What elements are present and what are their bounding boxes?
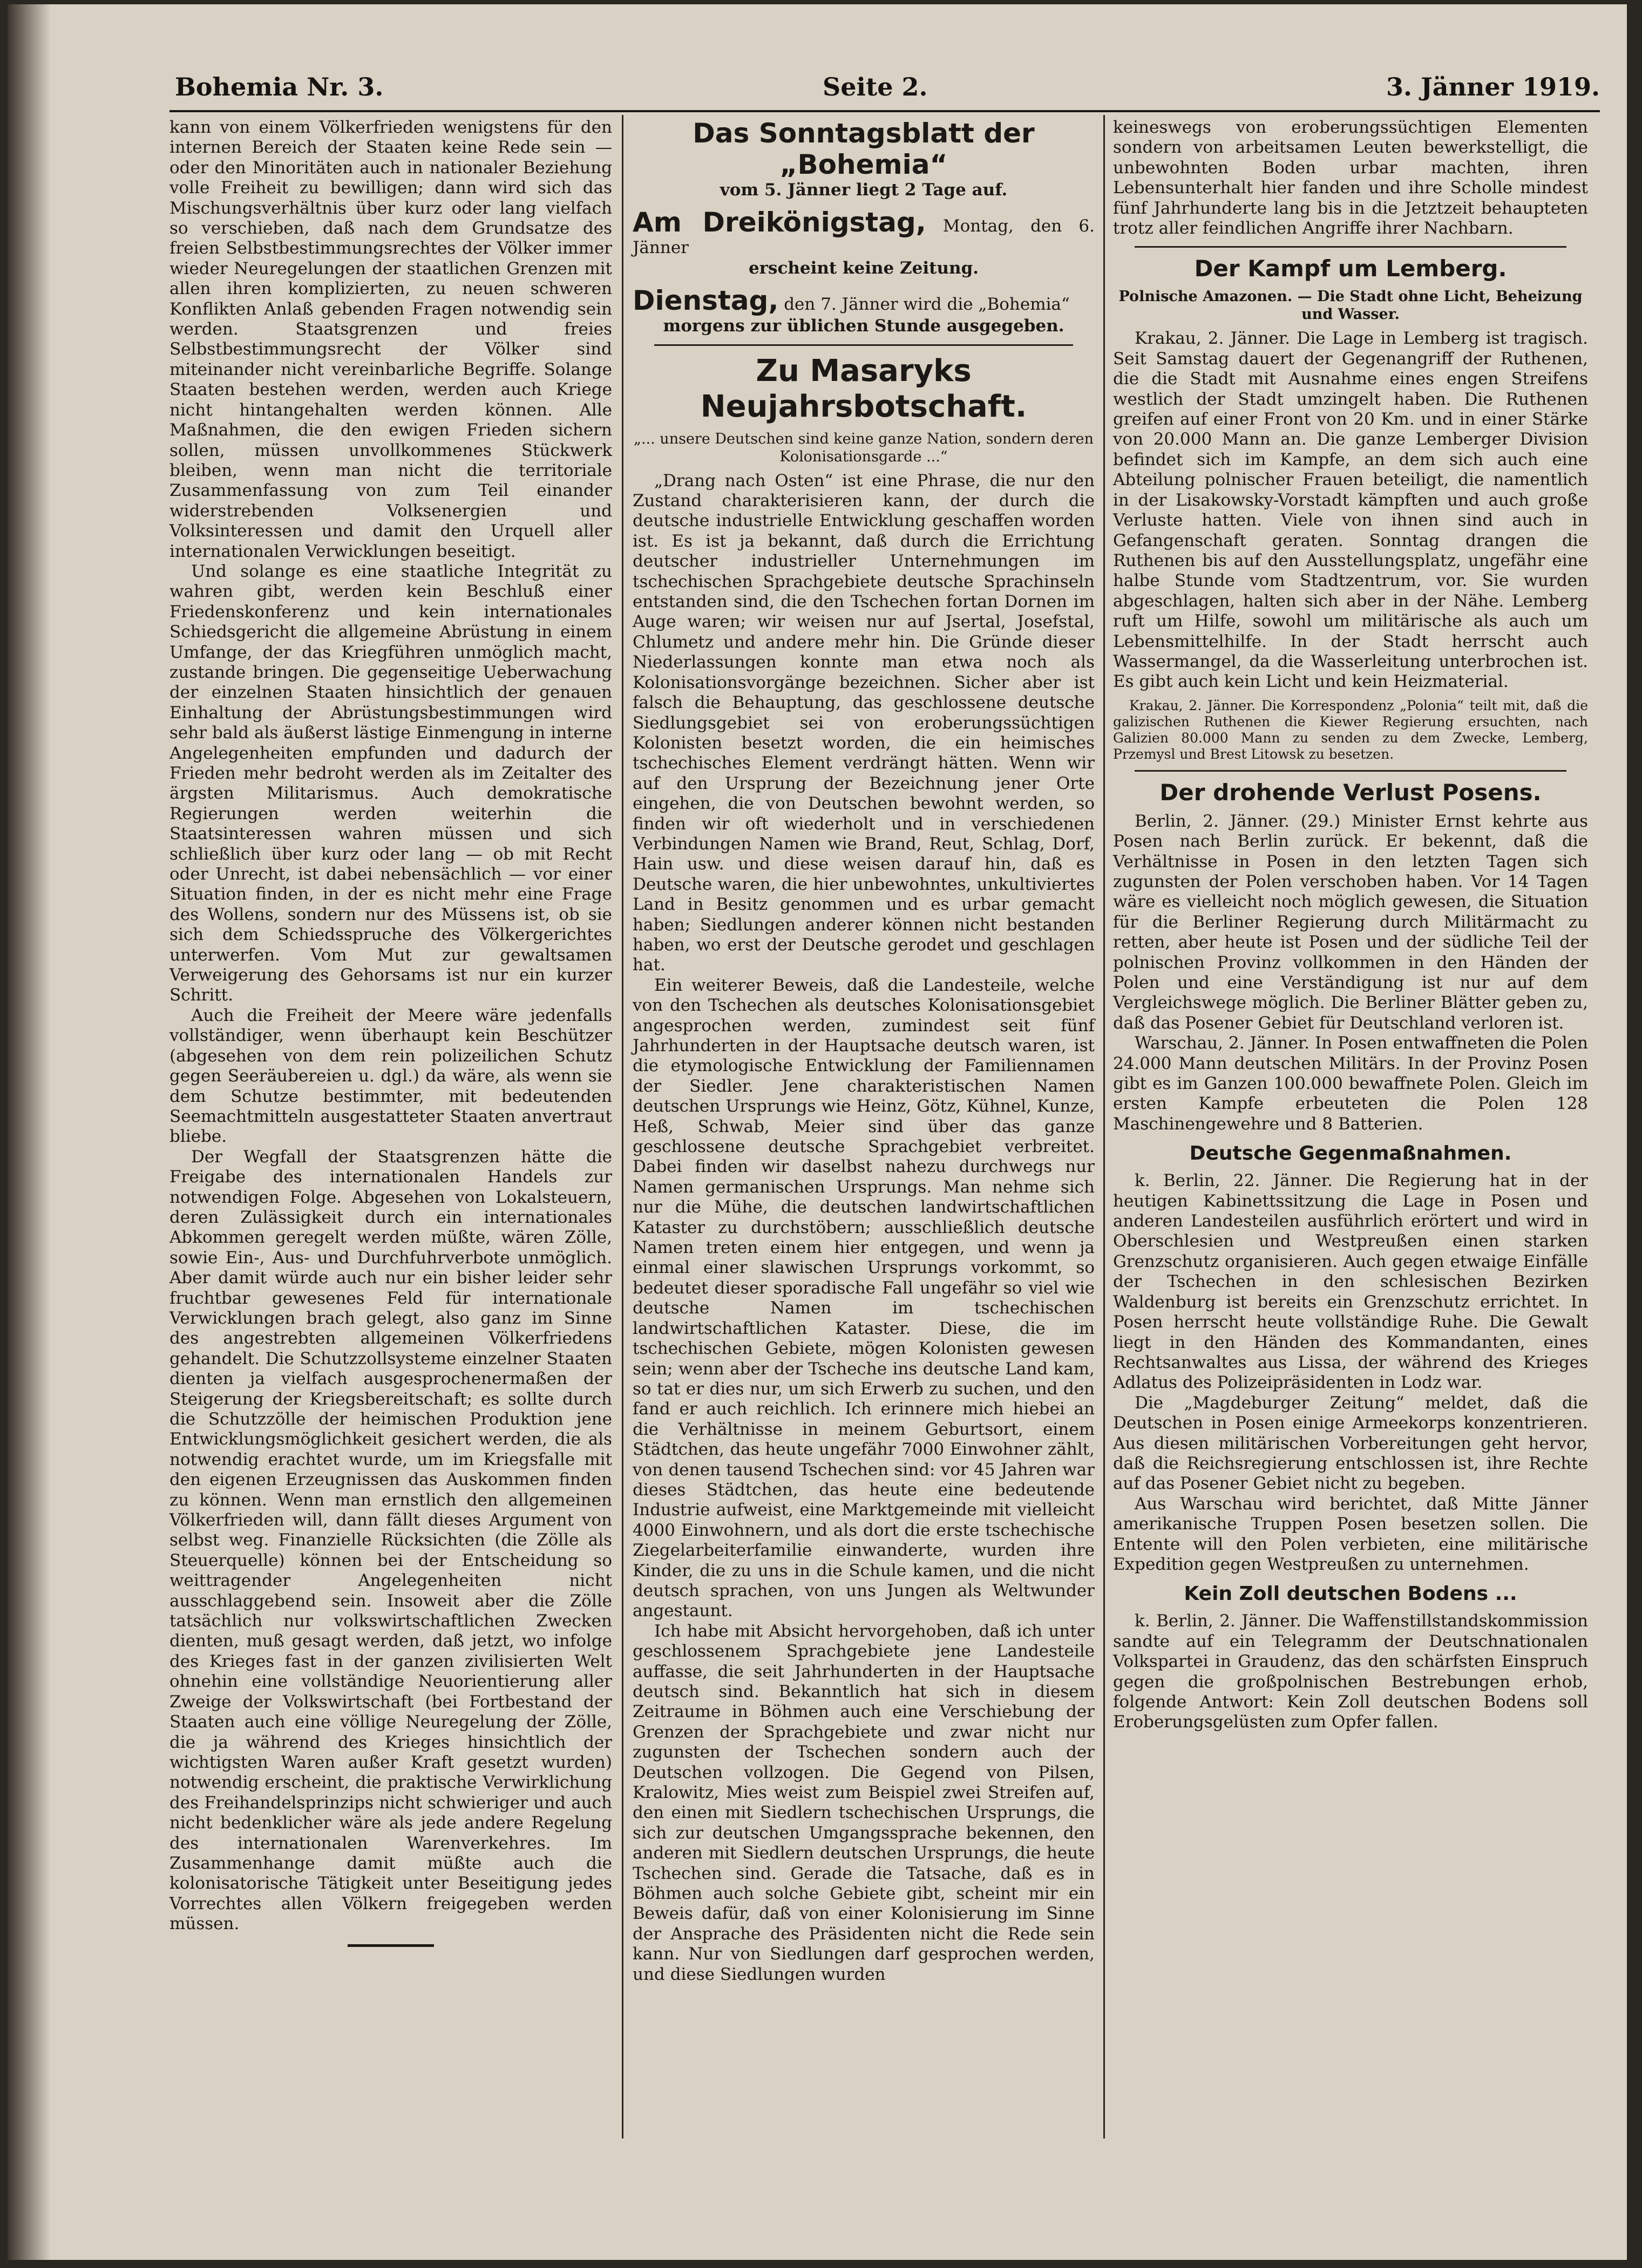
section-subhead-lemberg: Polnische Amazonen. — Die Stadt ohne Licht, Beheizung und Wasser.: [1118, 288, 1583, 323]
section-rule: [1135, 246, 1566, 248]
article-headline: Zu Masaryks Neujahrsbotschaft.: [700, 353, 1027, 424]
newspaper-page: [8, 4, 1627, 2260]
notice-sunday-line: vom 5. Jänner liegt 2 Tage auf.: [720, 180, 1008, 200]
notice-tuesday-text: den 7. Jänner wird die „Bohemia“: [784, 295, 1070, 315]
col2-paragraph: Ich habe mit Absicht hervorgehoben, daß ich unter geschlossenem Sprachgebiete jene Landesteile auffasse, die seit Jahrhunderten in der Hauptsache deutsch sind. Bekanntlich hat sich in diesem Zeitraume in Böhmen auch eine Verschiebung der Grenzen der Sprachgebiete und zwar nicht nur zugunsten der Tschechen sondern auch der Deutschen vollzogen. Die Gegend von Pilsen, Kralowitz, Mies weist zum Beispiel zwei Streifen auf, den einen mit Siedlern tschechischen Ursprungs, die sich zur deutschen Umgangssprache bekennen, den anderen mit Siedlern deutschen Ursprungs, die heute Tschechen sind. Gerade die Tatsache, daß es in Böhmen auch solche Gebiete gibt, scheint mir ein Beweis dafür, daß von einer Kolonisierung im Sinne der Ansprache des Präsidenten nicht die Rede sein kann. Nur von Siedlungen darf gesprochen werden, und diese Siedlungen wurden: [633, 1621, 1095, 1984]
section-headline-countermeasures: Deutsche Gegenmaßnahmen.: [1189, 1142, 1512, 1165]
col3-paragraph: Aus Warschau wird berichtet, daß Mitte Jänner amerikanische Truppen Posen besetzen sollen. Die Entente will den Polen verbieten, eine militärische Expedition gegen Westpreußen zu unternehmen.: [1113, 1494, 1588, 1574]
article-end-mark: [348, 1944, 434, 1947]
column-1: [169, 118, 612, 1947]
section-headline-posen: Der drohende Verlust Posens.: [1159, 779, 1542, 806]
col2-paragraph: Ein weiterer Beweis, daß die Landesteile, welche von den Tschechen als deutsches Kolonisationsgebiet angesprochen werden, zumindest seit fünf Jahrhunderten in der Hauptsache deutsch waren, ist die etymologische Entwicklung der Familiennamen der Siedler. Jene charakteristischen Namen deutschen Ursprungs wie Heinz, Götz, Kühnel, Kunze, Heß, Schwab, Meier sind über das ganze geschlossene deutsche Sprachgebiet verbreitet. Dabei finden wir daselbst nahezu durchwegs nur Namen germanischen Ursprungs. Man nehme sich nur die Mühe, die deutschen landwirtschaftlichen Kataster zu durchstöbern; ausschließlich deutsche Namen treten einem hier entgegen, und wenn ja einmal einer slawischen Ursprungs vorkommt, so bedeutet dieser sporadische Fall ungefähr so viel wie deutsche Namen im tschechischen landwirtschaftlichen Kataster. Diese, die im tschechischen Gebiete, mögen Kolonisten gewesen sein; wenn aber der Tscheche ins deutsche Land kam, so tat er dies nur, um sich Erwerb zu suchen, und den fand er auch reichlich. Ich erinnere mich hiebei an die Verhältnisse in meinem Geburtsort, einem Städtchen, das heute ungefähr 7000 Einwohner zählt, von denen tausend Tschechen sind: vor 45 Jahren war dieses Städtchen, das heute eine bedeutende Industrie aufweist, eine Marktgemeinde mit vielleicht 4000 Einwohnern, und als dort die erste tschechische Ziegelarbeiterfamilie einwanderte, wurden ihre Kinder, die zu uns in die Schule kamen, und die nicht deutsch sprachen, von uns Jungen als Weltwunder angestaunt.: [633, 975, 1095, 1621]
column-3: [1113, 118, 1588, 1733]
scan-edge-shadow: [8, 4, 51, 2260]
col3-small-report: Krakau, 2. Jänner. Die Korrespondenz „Polonia“ teilt mit, daß die galizischen Ruthenen die Kiewer Regierung ersuchten, nach Galizien 80.000 Mann zu senden zu dem Zwecke, Lemberg, Przemysl und Brest Litowsk zu besetzen.: [1113, 697, 1588, 762]
section-headline-lemberg: Der Kampf um Lemberg.: [1194, 255, 1507, 282]
notice-tuesday-title: Dienstag,: [633, 285, 779, 317]
col1-paragraph: Und solange es eine staatliche Integrität zu wahren gibt, werden kein Beschluß einer Friedenskonferenz und kein internationales Schiedsgericht die allgemeine Abrüstung in einem Umfange, der das Kriegführen unmöglich macht, zustande bringen. Die gegenseitige Ueberwachung der einzelnen Staaten hinsichtlich der genauen Einhaltung der Abrüstungsbestimmungen wird sehr bald als äußerst lästige Einmengung in interne Angelegenheiten empfunden und dadurch der Frieden mehr bedroht werden als im Zeitalter des ärgsten Militarismus. Auch demokratische Regierungen werden weiterhin die Staatsinteressen wahren müssen und sich schließlich über kurz oder lang — ob mit Recht oder Unrecht, ist dabei nebensächlich — vor einer Situation finden, in der es nicht mehr eine Frage des Wollens, sondern nur des Müssens ist, ob sie sich dem Schiedsspruche des Völkergerichtes unterwerfen. Vom Mut zur gewaltsamen Verweigerung des Gehorsams ist nur ein kurzer Schritt.: [169, 561, 612, 1005]
masthead-page-number: Seite 2.: [823, 72, 928, 101]
masthead-date: 3. Jänner 1919.: [1386, 72, 1600, 101]
masthead-rule: [169, 110, 1600, 112]
section-headline-no-toll: Kein Zoll deutschen Bodens ...: [1184, 1583, 1517, 1605]
notice-no-paper: erscheint keine Zeitung.: [748, 258, 979, 278]
column-rule-1: [622, 115, 623, 2138]
col1-paragraph: Der Wegfall der Staatsgrenzen hätte die Freigabe des internationalen Handels zur notwendigen Folge. Abgesehen von Lokalsteuern, deren Zulässigkeit durch ein internationales Abkommen geregelt werden müßte, wären Zölle, sowie Ein-, Aus- und Durchfuhrverbote unmöglich. Aber damit würde auch nur ein bisher leider sehr fruchtbar gewesenes Feld für internationale Verwicklungen brach gelegt, also ganz im Sinne des angestrebten allgemeinen Völkerfriedens gehandelt. Die Schutzzollsysteme einzelner Staaten dienten ja vielfach ausgesprochenermaßen der Steigerung der Kriegsbereitschaft; es sollte durch die Schutzzölle der heimischen Produktion jene Entwicklungsmöglichkeit gesichert werden, die als notwendig erachtet wurde, um im Kriegsfalle mit den eigenen Erzeugnissen das Auskommen finden zu können. Wenn man ernstlich den allgemeinen Völkerfrieden will, dann fällt dieses Argument von selbst weg. Finanzielle Rücksichten (die Zölle als Steuerquelle) können bei der Entscheidung so weittragender Angelegenheiten nicht ausschlaggebend sein. Insoweit aber die Zölle tatsächlich nur volkswirtschaftlichen Zwecken dienten, muß gesagt werden, daß jetzt, wo infolge des Krieges fast in der ganzen zivilisierten Welt ohnehin eine vollständige Neuorientierung aller Zweige der Volkswirtschaft (bei Fortbestand der Staaten auch eine völlige Neuregelung der Zölle, die ja während des Krieges hinsichtlich der wichtigsten Waren außer Kraft gesetzt wurden) notwendig erscheint, die praktische Verwirklichung des Freihandelsprinzips nicht schwieriger und auch nicht bedenklicher wäre als jede andere Regelung des internationalen Warenverkehres. Im Zusammenhange damit müßte auch die kolonisatorische Tätigkeit unter Beseitigung jedes Vorrechtes allen Völkern freigegeben werden müssen.: [169, 1147, 612, 1934]
col3-paragraph: Krakau, 2. Jänner. Die Lage in Lemberg ist tragisch. Seit Samstag dauert der Gegenangriff der Ruthenen, die die Stadt mit Ausnahme eines engen Streifens westlich der Stadt umzingelt haben. Die Ruthenen greifen auf einer Front von 20 Km. und in einer Stärke von 20.000 Mann an. Die ganze Lemberger Division befindet sich im Kampfe, an dem sich auch eine Abteilung polnischer Frauen beteiligt, die namentlich in der Lisakowsky-Vorstadt kämpften und auch große Verluste hatten. Viele von ihnen sind auch in Gefangenschaft geraten. Sonntag drangen die Ruthenen bis auf den Ausstellungsplatz, ungefähr eine halbe Stunde vom Stadtzentrum, vor. Sie wurden abgeschlagen, halten sich aber in der Nähe. Lemberg ruft um Hilfe, sowohl um militärische als auch um Lebensmittelhilfe. In der Stadt herrscht auch Wassermangel, da die Wasserleitung unterbrochen ist. Es gibt auch kein Licht und kein Heizmaterial.: [1113, 329, 1588, 692]
column-2: [633, 118, 1095, 1985]
notice-holiday-title: Am Dreikönigstag,: [633, 207, 926, 239]
masthead: [175, 68, 1600, 106]
article-motto: „... unsere Deutschen sind keine ganze Nation, sondern deren Kolonisationsgarde ...“: [633, 430, 1094, 465]
publication-notice: [633, 118, 1095, 337]
col3-paragraph: Die „Magdeburger Zeitung“ meldet, daß die Deutschen in Posen einige Armeekorps konzentrieren. Aus diesen militärischen Vorbereitungen geht hervor, daß die Reichsregierung entschlossen ist, ihre Rechte auf das Posener Gebiet nicht zu begeben.: [1113, 1393, 1588, 1494]
col3-paragraph: k. Berlin, 2. Jänner. Die Waffenstillstandskommission sandte auf ein Telegramm der Deutschnationalen Volkspartei in Graudenz, das den schärfsten Einspruch gegen die großpolnischen Bestrebungen erhob, folgende Antwort: Kein Zoll deutschen Bodens soll Eroberungsgelüsten zum Opfer fallen.: [1113, 1611, 1588, 1732]
notice-tuesday-line: morgens zur üblichen Stunde ausgegeben.: [663, 316, 1064, 336]
col3-continuation: keineswegs von eroberungssüchtigen Elementen sondern von arbeitsamen Leuten bewerkstelligt, die unbewohnten Boden urbar machten, ihren Lebensunterhalt hier fanden und ihre Scholle mindest fünf Jahrhunderte lang bis in die Jetztzeit behaupteten trotz aller feindlichen Angriffe ihrer Nachbarn.: [1113, 118, 1588, 239]
col3-paragraph: k. Berlin, 22. Jänner. Die Regierung hat in der heutigen Kabinettssitzung die Lage in Posen und anderen Landesteilen ausführlich erörtert und wird in Oberschlesien und Westpreußen einen starken Grenzschutz organisieren. Auch gegen etwaige Einfälle der Tschechen in den schlesischen Bezirken Waldenburg ist bereits ein Grenzschutz errichtet. In Posen herrscht heute vollständige Ruhe. Die Gewalt liegt in den Händen des Kommandanten, eines Rechtsanwaltes aus Lissa, der während des Krieges Adlatus des Polizeipräsidenten in Lodz war.: [1113, 1171, 1588, 1393]
notice-sunday-title: Das Sonntagsblatt der „Bohemia“: [693, 118, 1035, 180]
col3-paragraph: Berlin, 2. Jänner. (29.) Minister Ernst kehrte aus Posen nach Berlin zurück. Er bekennt, daß die Verhältnisse in Posen in den letzten Tagen sich zugunsten der Polen verschoben haben. Vor 14 Tagen wäre es vielleicht noch möglich gewesen, die Situation für die Berliner Regierung durch Militärmacht zu retten, aber heute ist Posen und der südliche Teil der polnischen Provinz vollkommen in den Händen der Polen und eine Verständigung ist nur auf dem Vergleichswege möglich. Die Berliner Blätter geben zu, daß das Posener Gebiet für Deutschland verloren ist.: [1113, 811, 1588, 1033]
notice-holiday-date: Montag, den 6. Jänner: [633, 216, 1095, 258]
col2-paragraph: „Drang nach Osten“ ist eine Phrase, die nur den Zustand charakterisieren kann, der durch die deutsche industrielle Entwicklung geschaffen worden ist. Es ist ja bekannt, daß durch die Errichtung deutscher industrieller Unternehmungen im tschechischen Sprachgebiete deutsche Sprachinseln entstanden sind, die den Tschechen fortan Dornen im Auge waren; wir weisen nur auf Jsertal, Josefstal, Chlumetz und andere mehr hin. Die Gründe dieser Niederlassungen konnte man etwa noch als Kolonisationsvorgänge bezeichnen. Sicher aber ist falsch die Behauptung, das geschlossene deutsche Siedlungsgebiet sei von eroberungssüchtigen Kolonisten besetzt worden, die ein heimisches tschechisches Element verdrängt hätten. Wenn wir auf den Ursprung der Bezeichnung jener Orte eingehen, die von Deutschen bewohnt werden, so finden wir oft wiederholt und in verschiedenen Verbindungen Namen wie Brand, Reut, Schlag, Dorf, Hain usw. und diese weisen darauf hin, daß es Deutsche waren, die hier unbewohntes, unkultiviertes Land in Besitz genommen und es urbar gemacht haben; Siedlungen anderer können nicht bestanden haben, wo erst der Deutsche gerodet und geschlagen hat.: [633, 471, 1095, 975]
masthead-issue: Bohemia Nr. 3.: [175, 72, 384, 101]
col3-paragraph: Warschau, 2. Jänner. In Posen entwaffneten die Polen 24.000 Mann deutschen Militärs. In der Provinz Posen gibt es im Ganzen 100.000 bewaffnete Polen. Gleich im ersten Kampfe erbeuteten die Polen 128 Maschinengewehre und 8 Batterien.: [1113, 1033, 1588, 1134]
notice-rule: [654, 344, 1073, 346]
col1-paragraph: Auch die Freiheit der Meere wäre jedenfalls vollständiger, wenn überhaupt kein Beschützer (abgesehen von dem rein polizeilichen Schutz gegen Seeräubereien u. dgl.) da wäre, als wenn sie dem Schutze bestimmter, mit bedeutenden Seemachtmitteln ausgestatteter Staaten anvertraut bliebe.: [169, 1005, 612, 1147]
section-rule: [1135, 770, 1566, 772]
column-rule-2: [1103, 115, 1105, 2138]
col1-paragraph: kann von einem Völkerfrieden wenigstens für den internen Bereich der Staaten keine Rede sein — oder den Minoritäten auch in nationaler Beziehung volle Freiheit zu bewilligen; dann wird sich das Mischungsverhältnis über kurz oder lang vielfach so verschieben, daß nach dem Grundsatze des freien Selbstbestimmungsrechtes der Völker immer wieder Neuregelungen der staatlichen Grenzen mit allen ihren komplizierten, zu neuen schweren Konflikten Anlaß gebenden Fragen notwendig sein werden. Staatsgrenzen und freies Selbstbestimmungsrecht der Völker sind miteinander nicht vereinbarliche Begriffe. Solange Staaten bestehen werden, werden auch Kriege nicht hintangehalten werden können. Alle Maßnahmen, die den ewigen Frieden sichern sollen, müssen unvollkommenes Stückwerk bleiben, wenn man nicht die territoriale Zusammenfassung von zum Teil einander widerstrebenden Volksenergien und Volksinteressen und damit den Urquell aller internationalen Verwicklungen beseitigt.: [169, 118, 612, 561]
